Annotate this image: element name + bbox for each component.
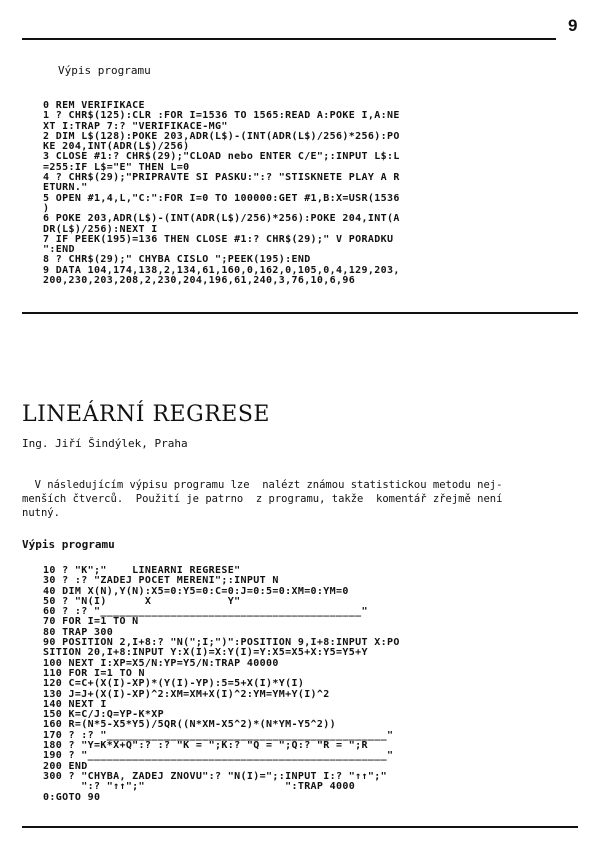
verification-listing: 0 REM VERIFIKACE 1 ? CHR$(125):CLR :FOR I=1536 TO 1565:READ A:POKE I,A:NE XT I:TRAP 7:? "VERIFIKACE-MG" 2 DIM L$(128):POKE 203,ADR(L$)-(INT(ADR(L$)/256)*256):PO KE 204,INT(ADR(L$)/256) 3 CLOSE #1:? CHR$(29);"CLOAD nebo ENTER C/E";:INPUT L$:L =255:IF L$="E" THEN L=0 4 ? CHR$(29);"PRIPRAVTE SI PASKU:":? "STISKNETE PLAY A R ETURN." 5 OPEN #1,4,L,"C:":FOR I=0 TO 100000:GET #1,B:X=USR(1536 ) 6 POKE 203,ADR(L$)-(INT(ADR(L$)/256)*256):POKE 204,INT(A DR(L$)/256):NEXT I 7 IF PEEK(195)=136 THEN CLOSE #1:? CHR$(29);" V PORADKU ":END 8 ? CHR$(29);" CHYBA CISLO ";PEEK(195):END 9 DATA 104,174,138,2,134,61,160,0,162,0,105,0,4,129,203, 200,230,203,208,2,230,204,196,61,240,3,76,10,6,96	[43, 100, 400, 287]
verification-heading: Výpis programu	[58, 64, 151, 77]
regression-listing: 10 ? "K";" LINEARNI REGRESE" 30 ? :? "ZADEJ POCET MERENI";:INPUT N 40 DIM X(N),Y(N):X5=0:Y5=0:C=0:J=0:5=0:XM=0:YM=0 50 ? "N(I) X Y" 60 ? :? "_________________________________________" 70 FOR I=1 TO N 80 TRAP 300 90 POSITION 2,I+8:? "N(";I;")":POSITION 9,I+8:INPUT X:PO SITION 20,I+8:INPUT Y:X(I)=X:Y(I)=Y:X5=X5+X:Y5=Y5+Y 100 NEXT I:XP=X5/N:YP=Y5/N:TRAP 40000 110 FOR I=1 TO N 120 C=C+(X(I)-XP)*(Y(I)-YP):5=5+X(I)*Y(I) 130 J=J+(X(I)-XP)^2:XM=XM+X(I)^2:YM=YM+Y(I)^2 140 NEXT I 150 K=C/J:Q=YP-K*XP 160 R=(N*5-X5*Y5)/5QR((N*XM-X5^2)*(N*YM-Y5^2)) 170 ? :? "____________________________________________" 180 ? "Y=K*X+Q":? :? "K = ";K:? "Q = ";Q:? "R = ";R 190 ? "_______________________________________________" 200 END 300 ? "CHYBA, ZADEJ ZNOVU":? "N(I)=";:INPUT I:? "↑↑";" ":? "↑↑";" ":TRAP 4000 0:GOTO 90	[43, 565, 400, 803]
article-author: Ing. Jiří Šindýlek, Praha	[22, 437, 188, 450]
article-intro: V následujícím výpisu programu lze nalézt známou statistickou metodu nej- menších čtverců. Použití je patrno z programu, takže komentář zřejmě není nutný.	[22, 479, 503, 519]
page-number: 9	[568, 16, 578, 35]
verification-rule	[22, 312, 578, 314]
regression-heading: Výpis programu	[22, 538, 115, 551]
top-rule	[22, 38, 556, 40]
bottom-rule	[22, 826, 578, 828]
article-title: LINEÁRNÍ REGRESE	[22, 402, 270, 427]
